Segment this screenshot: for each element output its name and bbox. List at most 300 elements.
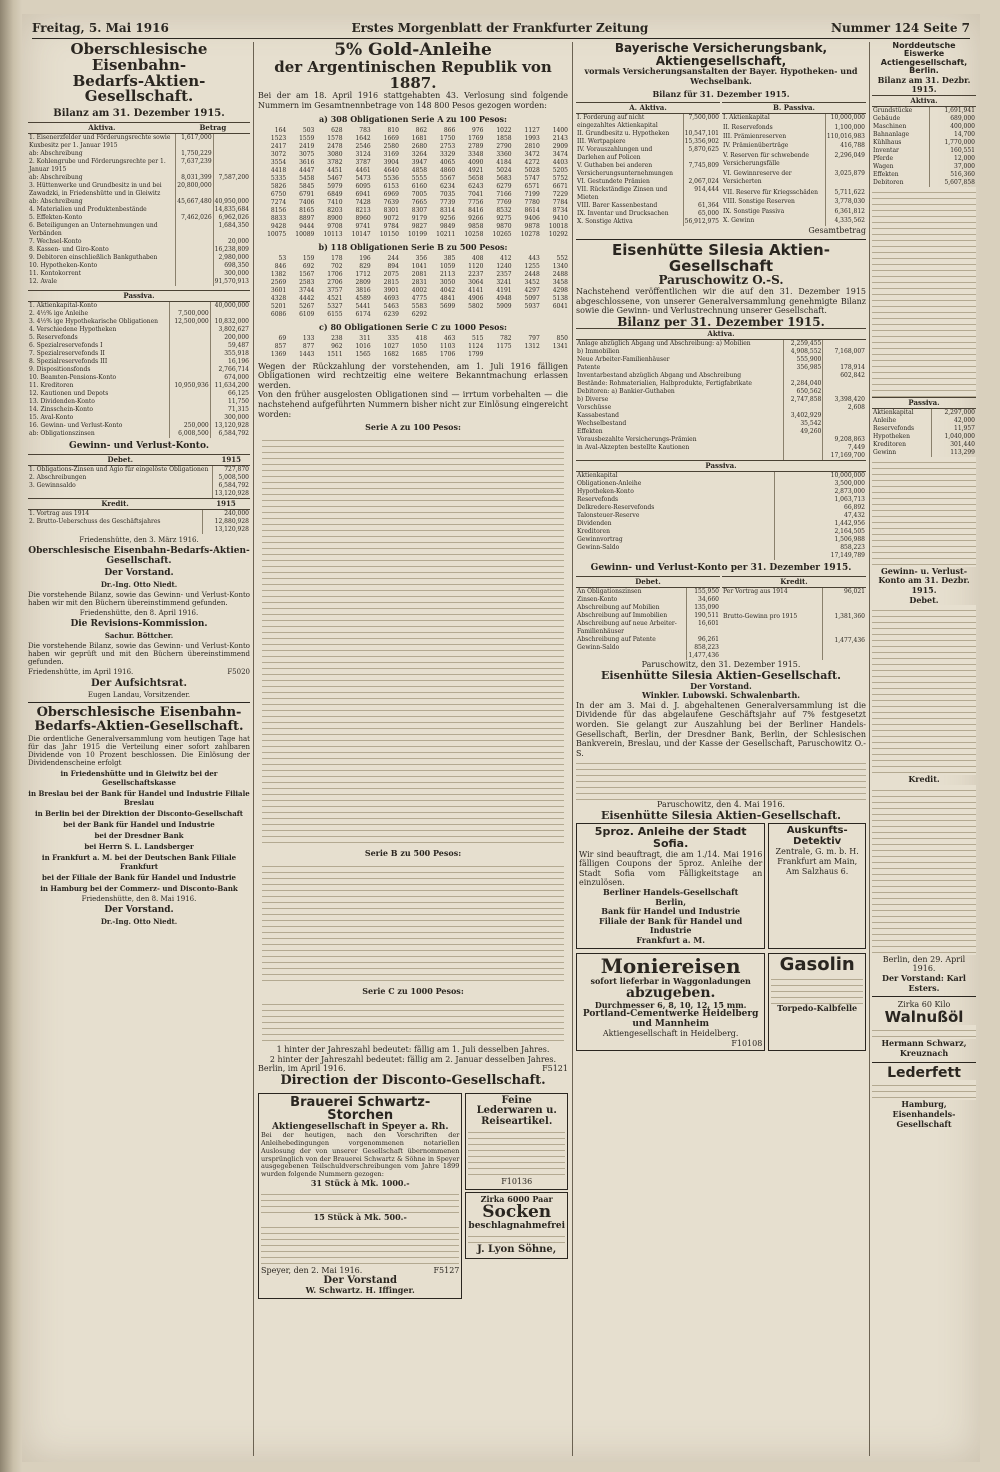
drawn-number: 1706 [327, 270, 343, 278]
eiswerke-debet: Debet. [909, 594, 939, 605]
drawn-number: 412 [500, 254, 512, 262]
drawn-number: 1578 [327, 134, 343, 142]
drawn-number: 1712 [355, 270, 371, 278]
drawn-number: 9784 [383, 222, 399, 230]
drawn-number: 3816 [355, 286, 371, 294]
sofia-title: 5proz. Anleihe der Stadt Sofia. [594, 825, 747, 851]
drawn-number: 3124 [355, 150, 371, 158]
eiswerke-aktiva-row [872, 123, 976, 131]
drawn-number: 3080 [327, 150, 343, 158]
drawn-number: 962 [331, 342, 343, 350]
passiva-row [28, 374, 250, 382]
drawn-number: 6243 [468, 182, 484, 190]
drawn-number: 1682 [383, 350, 399, 358]
row-label: V. Reserven für schwebende Versicherungsfälle [722, 152, 825, 171]
drawn-number: 4858 [411, 166, 428, 174]
row-amount: 2,164,505 [834, 528, 865, 536]
row-amount [170, 302, 210, 311]
row-amount: 3,802,627 [218, 326, 249, 333]
drawn-number: 1993 [524, 134, 540, 142]
drawn-number: 10150 [379, 230, 399, 238]
row-amount: 2,608 [847, 404, 865, 412]
section-b-heading: b) 118 Obligationen Serie B zu 500 Pesos: [318, 241, 508, 252]
ad2-vorstand: Der Vorstand. [104, 905, 174, 916]
drawn-number: 10211 [436, 230, 456, 238]
drawn-number: 6671 [552, 182, 568, 190]
row-amount: 3,398,420 [834, 396, 865, 404]
row-amount: 914,444 [694, 186, 719, 194]
row-amount: 7,587,200 [218, 174, 249, 181]
row-amount: 45,667,480 [177, 198, 212, 205]
eiswerke-aktiva-row [872, 179, 976, 187]
drawn-number: 9275 [496, 214, 512, 222]
passiva-row [28, 326, 250, 334]
drawn-number: 5845 [299, 182, 315, 190]
bayerische-subtitle: vormals Versicherungsanstalten der Bayer. Hypotheken- und Wechselbank. [584, 66, 858, 86]
drawn-number: 810 [387, 126, 399, 134]
drawn-number: 5937 [524, 302, 540, 310]
drawn-number: 3757 [327, 286, 343, 294]
bayerische-passiva-row [722, 152, 866, 171]
drawn-number: 4042 [439, 286, 456, 294]
row-label: Gewinn-Saldo [576, 644, 687, 652]
row-amount [823, 428, 866, 436]
drawn-number: 5201 [270, 302, 287, 310]
row-amount: 1,040,000 [944, 432, 975, 440]
row-amount: 1,477,436 [834, 636, 865, 644]
drawn-number: 7005 [411, 190, 428, 198]
row-amount: 40,950,000 [214, 198, 249, 205]
drawn-number: 2237 [468, 270, 484, 278]
row-label: ab: Abschreibung [28, 198, 176, 206]
drawn-number: 3064 [468, 278, 484, 286]
row-amount: 300,000 [224, 270, 249, 277]
drawn-number: 3329 [439, 150, 456, 158]
drawn-number: 1124 [468, 342, 484, 350]
row-amount [170, 358, 210, 366]
row-amount [213, 158, 250, 174]
drawn-number: 7410 [327, 198, 343, 206]
row-label: VII. Rückständige Zinsen und Mieten [576, 186, 683, 202]
bayerische-passiva-row [722, 189, 866, 198]
serie-a-heading: Serie A zu 100 Pesos: [365, 422, 461, 433]
row-amount: 178,914 [840, 364, 865, 372]
row-amount: 14,835,684 [214, 206, 249, 213]
drawn-number: 356 [415, 254, 428, 262]
drawn-number: 3472 [524, 150, 540, 158]
drawn-number: 7756 [468, 198, 484, 206]
row-amount: 12,880,928 [214, 518, 249, 525]
payment-place: bei der Filiale der Bank für Handel und Industrie [42, 873, 236, 883]
socken-text [468, 1231, 565, 1245]
drawn-number: 1523 [270, 134, 287, 142]
serie-b-heading: Serie B zu 500 Pesos: [364, 848, 462, 859]
bayerische-bilanz: Bilanz für 31. Dezember 1915. [652, 89, 790, 100]
drawn-number: 4297 [524, 286, 540, 294]
bayerische-aktiva-row [576, 210, 720, 218]
row-amount: 1,442,956 [834, 520, 865, 528]
drawn-number: 6160 [411, 182, 428, 190]
row-amount [170, 390, 210, 398]
row-amount: 2,296,049 [834, 151, 865, 159]
row-amount: 1,750,229 [176, 150, 213, 158]
drawn-number: 846 [274, 262, 287, 270]
row-amount: 858,223 [840, 544, 865, 552]
drawn-number: 10018 [548, 222, 568, 230]
socken-title: Socken [482, 1202, 552, 1223]
ad2-places [28, 769, 250, 893]
drawn-number: 866 [443, 126, 456, 134]
row-label: 2. Abschreibungen [28, 474, 213, 482]
silesia-intro: Nachstehend veröffentlichen wir die auf den 31. Dezember 1915 abgeschlossene, von unserer Generalversammlung genehmigte Bilanz sowie die Gewinn- und Verlustrechnung unserer Gesellschaft. [576, 287, 866, 316]
drawn-number: 1858 [496, 134, 512, 142]
row-amount: 301,440 [950, 440, 975, 448]
drawn-number: 2753 [439, 142, 456, 150]
eiswerke-aktiva-row [872, 139, 976, 147]
socken-sub: beschlagnahmefrei [468, 1221, 565, 1232]
vorstand-label: Der Vorstand. [104, 568, 174, 578]
column-divider [869, 42, 870, 1456]
drawn-number: 2357 [496, 270, 512, 278]
eiswerke-passiva-row [872, 449, 976, 457]
silesia-aktiva-row [576, 428, 866, 436]
walnuss-firm: Hermann Schwarz, Kreuznach [881, 1038, 967, 1059]
header-page-number: Nummer 124 Seite 7 [830, 21, 970, 35]
aktiva-row [28, 254, 250, 262]
bayerische-aktiva-row [576, 186, 720, 202]
drawn-number: 1103 [439, 342, 456, 350]
drawn-number: 4447 [299, 166, 315, 174]
drawn-number: 782 [500, 334, 512, 342]
drawn-number: 463 [443, 334, 456, 342]
title-line-2: Bedarfs-Aktien-Gesellschaft. [72, 71, 206, 106]
silesia-debet-row [576, 636, 720, 644]
row-label: Zinsen-Konto [576, 596, 687, 604]
silesia-aktiva-table [576, 328, 866, 460]
drawn-number: 3072 [270, 150, 287, 158]
row-label: Brutto-Gewinn pro 1915 [722, 613, 823, 637]
row-amount [823, 388, 866, 396]
drawn-number: 1669 [383, 134, 399, 142]
aktiva-row [28, 182, 250, 198]
drawn-number: 2789 [468, 142, 484, 150]
drawn-number: 3782 [327, 158, 343, 166]
drawn-number: 2143 [552, 134, 568, 142]
drawn-number: 8307 [411, 206, 428, 214]
eiswerke-aktiva [872, 95, 976, 187]
row-amount: 10,832,000 [214, 318, 249, 325]
silesia-footer-names: Winkler. Lubowski. Schwalenbarth. [641, 690, 801, 701]
silesia-passiva-header: Passiva. [576, 461, 866, 472]
ad2-text: Die ordentliche Generalversammlung vom heutigen Tage hat für das Jahr 1915 die Verteilung einer sofort zahlbaren Dividende von 10 Prozent beschlossen. Die Einlösung der Dividendenscheine erfolgt [28, 735, 250, 768]
row-amount: 3,402,929 [784, 412, 823, 420]
row-amount: 16,601 [698, 620, 719, 628]
row-amount: 3,025,879 [834, 170, 865, 178]
row-amount: 858,223 [694, 644, 719, 652]
drawn-number: 1016 [355, 342, 371, 350]
bayerische-aktiva-row [576, 202, 720, 210]
drawn-number: 1400 [552, 126, 568, 134]
drawn-number: 10147 [351, 230, 371, 238]
eiswerke-passiva-row [872, 408, 976, 417]
row-label: 1. Vortrag aus 1914 [28, 510, 202, 519]
row-label: Wagen [872, 163, 930, 171]
row-amount: 7,637,239 [176, 158, 213, 174]
row-label: 2. Kohlengrube und Förderungsrechte per 1. Januar 1915 [28, 158, 176, 174]
argentina-title [258, 42, 568, 91]
aktiva-table [28, 122, 250, 286]
row-amount: 2,297,000 [944, 408, 975, 416]
silesia-aktiva-row [576, 420, 866, 428]
brauerei-date: Speyer, den 2. Mai 1916. [261, 1266, 363, 1276]
drawn-number: 4090 [468, 158, 484, 166]
drawn-number: 3241 [496, 278, 512, 286]
row-amount [170, 374, 210, 382]
drawn-number: 2419 [299, 142, 315, 150]
row-amount: 727,870 [224, 466, 249, 473]
drawn-number: 6109 [299, 310, 315, 318]
row-amount: 91,570,913 [214, 278, 249, 285]
walnuss-text [872, 1025, 976, 1039]
drawn-number: 877 [302, 342, 315, 350]
row-label: 3. Hüttenwerke und Grundbesitz in und bei Zawadzki, in Friedenshütte und in Gleiwitz [28, 182, 176, 198]
silesia-bilanz: Bilanz per 31. Dezember 1915. [617, 314, 825, 329]
aktiva-row [28, 222, 250, 238]
row-label: Delkredere-Reservefonds [576, 504, 774, 512]
divider [28, 702, 250, 703]
drawn-number: 1340 [552, 262, 568, 270]
drawn-number: 196 [359, 254, 371, 262]
row-label: 4. Verschiedene Hypotheken [28, 326, 170, 334]
row-amount: 356,985 [784, 364, 823, 372]
column-divider [572, 42, 573, 1456]
row-label: 10. Hypotheken-Konto [28, 262, 176, 270]
drawn-number: 385 [443, 254, 456, 262]
debet-header: Debet. [28, 455, 213, 466]
row-amount: 5,008,500 [218, 474, 249, 481]
drawn-number: 9410 [552, 214, 568, 222]
passiva-row [28, 310, 250, 318]
drawn-number: 5097 [524, 294, 540, 302]
row-label: Reservefonds [872, 425, 931, 433]
drawn-number: 178 [331, 254, 343, 262]
row-label: Patente [576, 364, 784, 372]
passiva-row [28, 366, 250, 374]
drawn-number: 4272 [524, 158, 540, 166]
bayerische-aktiva-row [576, 218, 720, 226]
drawn-number: 2075 [383, 270, 399, 278]
drawn-number: 1685 [411, 350, 428, 358]
vorstand-name: Dr.-Ing. Otto Niedt. [100, 580, 178, 589]
silesia-aktiva-row [576, 388, 866, 396]
row-amount: 47,432 [844, 512, 865, 520]
row-amount: 674,000 [224, 374, 249, 381]
drawn-number: 1027 [383, 342, 399, 350]
row-label: 2. Brutto-Ueberschuss des Geschäftsjahres [28, 518, 202, 526]
sofia-bank-3: Filiale der Bank für Handel und Industrie [599, 915, 743, 936]
row-amount: 650,562 [784, 388, 823, 396]
row-amount: 698,350 [224, 262, 249, 269]
row-label: Talonsteuer-Reserve [576, 512, 774, 520]
row-amount: 400,000 [950, 122, 975, 130]
drawn-number: 5138 [552, 294, 568, 302]
silesia-guv-tables [576, 576, 866, 660]
drawn-number: 3348 [468, 150, 484, 158]
row-label: 12. Kautionen und Depots [28, 390, 170, 398]
row-amount: 11,750 [228, 398, 249, 405]
drawn-number: 1341 [552, 342, 568, 350]
row-amount [784, 436, 823, 444]
kredit-header: Kredit. [28, 499, 202, 510]
row-amount: 11,957 [954, 424, 975, 432]
row-amount: 7,745,809 [688, 162, 719, 170]
payment-place: in Berlin bei der Direktion der Disconto-Gesellschaft [34, 809, 243, 819]
drawn-number: 4921 [468, 166, 484, 174]
row-amount: 7,500,000 [688, 114, 719, 122]
row-label: Bestände: Rohmaterialien, Halbprodukte, Fertigfabrikate [576, 380, 784, 388]
footnote-2: 2 hinter der Jahreszahl bedeutet: fällig am 2. Januar desselben Jahres. [269, 1054, 557, 1064]
row-amount: 250,000 [170, 422, 210, 430]
drawn-number: 10278 [520, 230, 540, 238]
drawn-number: 3901 [383, 286, 399, 294]
row-amount: 12,000 [954, 154, 975, 162]
eiswerke-passiva-row [872, 417, 976, 425]
bayerische-passiva-row [722, 217, 866, 226]
drawn-number: 3458 [552, 278, 568, 286]
aktiva-row [28, 278, 250, 286]
drawn-number: 9849 [439, 222, 456, 230]
drawn-number: 1706 [439, 350, 456, 358]
bayerische-passiva-row [722, 208, 866, 217]
right-ads [465, 1091, 568, 1301]
row-amount: 71,315 [228, 406, 249, 413]
row-amount: 10,000,000 [830, 114, 865, 122]
drawn-number: 7035 [439, 190, 456, 198]
drawn-number: 2478 [327, 142, 343, 150]
drawn-number: 6086 [270, 310, 287, 318]
brauerei-numbers-a [261, 1189, 459, 1213]
row-label: II. Reservefonds [722, 124, 825, 133]
aufsichtsrat-date-row [28, 668, 250, 676]
brauerei-ad [258, 1093, 462, 1299]
silesia-debet-row [576, 604, 720, 612]
year-header: 1915 [202, 499, 250, 510]
eiswerke-passiva-row [872, 425, 976, 433]
row-label: I. Forderung auf nicht eingezahltes Aktienkapital [576, 114, 683, 131]
silesia-aktiva-row [576, 372, 866, 380]
row-label: Dividenden [576, 520, 774, 528]
guv-debet-table [28, 454, 250, 498]
row-amount: 2,747,858 [784, 396, 823, 404]
eiswerke-bilanz: Bilanz am 31. Dezbr. 1915. [877, 74, 971, 95]
drawn-number: 5463 [383, 302, 399, 310]
row-label: Inventarbestand abzüglich Abgang und Abschreibung [576, 372, 784, 380]
row-label: b) Immobilien [576, 348, 784, 356]
drawn-number: 10292 [548, 230, 568, 238]
detektiv-title: Auskunfts-Detektiv [786, 825, 848, 847]
row-label: Anleihe [872, 417, 931, 425]
row-label: 12. Avale [28, 278, 176, 286]
silesia-footer2: Eisenhütte Silesia Aktien-Gesellschaft. [601, 808, 841, 822]
row-amount: 2,766,714 [218, 366, 249, 373]
silesia-passiva-row [576, 488, 866, 496]
silesia-kredit-row [722, 588, 866, 613]
row-amount [176, 262, 213, 270]
drawn-number: 2113 [439, 270, 456, 278]
drawn-number: 6292 [411, 310, 428, 318]
row-amount [170, 350, 210, 358]
drawn-number: 6239 [383, 310, 399, 318]
row-amount: 7,168,007 [834, 348, 865, 356]
row-label [576, 552, 774, 560]
bayerische-passiva-row [722, 114, 866, 124]
row-amount: 65,000 [698, 210, 719, 218]
drawn-number: 3075 [299, 150, 315, 158]
berlin-date: Berlin, im April 1916. [258, 1064, 346, 1074]
drawn-number: 9827 [411, 222, 428, 230]
row-label: Vorausbezahlte Versicherungs-Prämien [576, 436, 784, 444]
drawn-number: 3744 [299, 286, 315, 294]
row-amount: 10,000,000 [830, 472, 865, 480]
row-label: Wechselbestand [576, 420, 784, 428]
row-amount [784, 372, 823, 380]
eiswerke-aktiva-row [872, 155, 976, 163]
row-amount: 300,000 [224, 414, 249, 421]
drawn-number: 628 [331, 126, 343, 134]
row-label: 14. Zinsschein-Konto [28, 406, 170, 414]
revision-date: Friedenshütte, den 8. April 1916. [79, 609, 199, 617]
book-spine [0, 0, 22, 1472]
row-amount [176, 206, 213, 214]
row-amount: 16,238,809 [214, 246, 249, 253]
row-amount: 3,500,000 [834, 480, 865, 488]
drawn-number: 503 [302, 126, 315, 134]
passiva-row [28, 422, 250, 430]
row-label: 10. Beamten-Pensions-Konto [28, 374, 170, 382]
row-label: 16. Gewinn- und Verlust-Konto [28, 422, 170, 430]
drawn-number: 5555 [411, 174, 428, 182]
bayerische-aktiva-row [576, 130, 720, 138]
row-amount [170, 334, 210, 342]
row-amount [176, 254, 213, 262]
drawn-number: 5979 [327, 182, 343, 190]
silesia-passiva-row [576, 520, 866, 528]
drawn-number: 5473 [355, 174, 371, 182]
numbers-a-grid [258, 127, 568, 239]
row-amount: 15,356,902 [684, 138, 719, 146]
silesia-aktiva-row [576, 444, 866, 452]
row-label: II. Grundbesitz u. Hypotheken [576, 130, 683, 138]
row-label: Inventar [872, 147, 930, 155]
column-3 [576, 42, 866, 1456]
drawn-number: 10075 [267, 230, 287, 238]
drawn-number: 2580 [383, 142, 399, 150]
row-label: III. Prämienreserven [722, 133, 825, 142]
drawn-number: 5467 [327, 174, 343, 182]
silesia-footer-text: In der am 3. Mai d. J. abgehaltenen Generalversammlung ist die Dividende für das abgelaufene Geschäftsjahr auf 7% festgesetzt worden. Sie gelangt zur Auszahlung bei der Berliner Handels-Gesellschaft, Berlin, der Dresdner Bank, Berlin, der Schlesischen Bankverein, Breslau, und der Kasse der Gesellschaft, Paruschowitz O.-S. [576, 700, 866, 758]
drawn-number: 6041 [552, 302, 568, 310]
row-amount: 96,261 [698, 636, 719, 644]
row-amount: 113,299 [950, 448, 975, 456]
row-label: Abschreibung auf Patente [576, 636, 687, 644]
drawn-number: 2488 [552, 270, 568, 278]
row-amount: 11,634,200 [214, 382, 249, 389]
drawn-number: 159 [302, 254, 315, 262]
eiswerke-aktiva-row [872, 163, 976, 171]
drawn-number: 1120 [468, 262, 484, 270]
drawn-number: 311 [359, 334, 371, 342]
drawn-number: 8156 [270, 206, 287, 214]
